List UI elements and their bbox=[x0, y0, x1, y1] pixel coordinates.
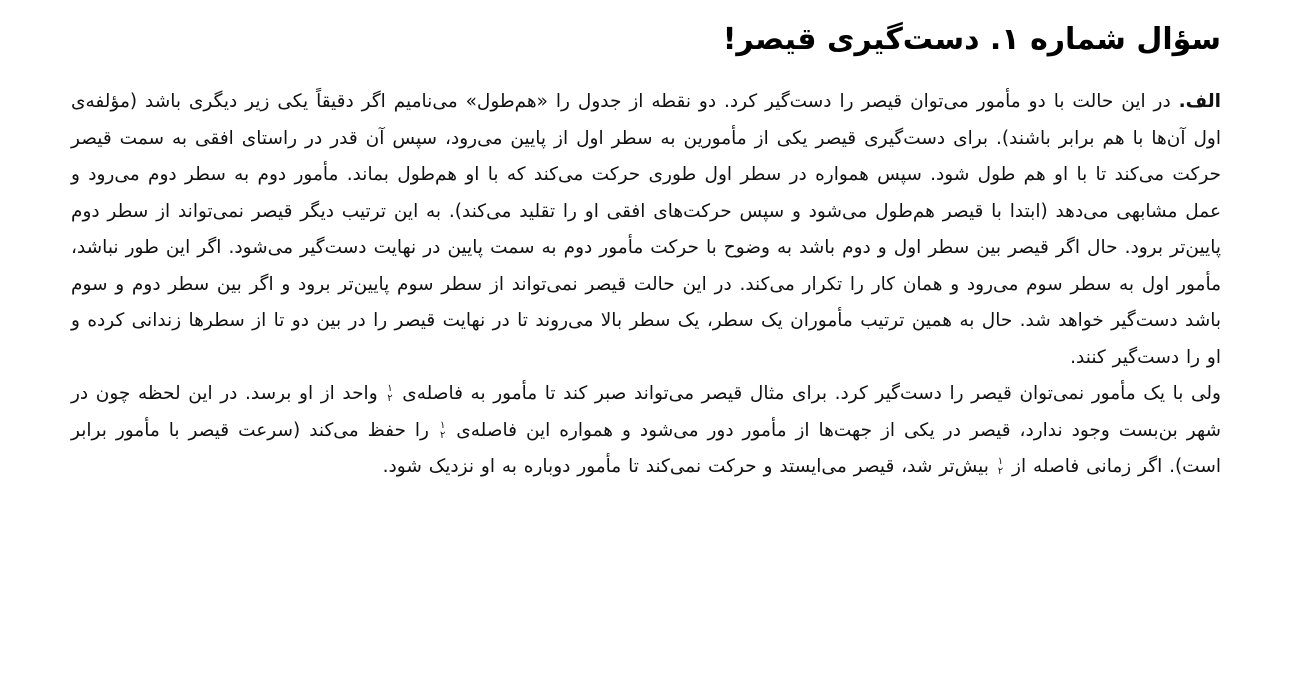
question-heading: سؤال شماره ۱. دست‌گیری قیصر! bbox=[722, 22, 1221, 57]
part-b-paragraph bbox=[71, 376, 1221, 486]
fraction-numerator: ۱ bbox=[439, 419, 446, 431]
fraction-numerator: ۱ bbox=[387, 383, 393, 394]
part-a-label: الف. bbox=[1178, 91, 1221, 112]
fraction-denominator: ۲ bbox=[439, 429, 446, 441]
part-b-text-3: را حفظ می‌کند (سرعت قیصر با مأمور برابر است). اگر زمانی فاصله از bbox=[71, 419, 1221, 477]
fraction-half-3 bbox=[998, 457, 1003, 477]
part-a-text: در این حالت با دو مأمور می‌توان قیصر را دست‌گیر کرد. دو نقطه از جدول را «هم‌طول» می‌نامیم اگر دقیقاً یکی زیر دیگری باشد (مؤلفه‌ی اول آن‌ها با هم برابر باشند). برای دست‌گیری قیصر یکی از مأمورین به سطر اول از پایین می‌رود، سپس آن قدر در راستای افقی به سمت قیصر حرکت می‌کند تا با او هم طول شود. سپس همواره در سطر اول طوری حرکت می‌کند که با او هم‌طول بماند. مأمور دوم به سطر دوم می‌رود و عمل مشابهی می‌دهد (ابتدا با قیصر هم‌طول می‌شود و سپس حرکت‌های افقی او را تقلید می‌کند). به این ترتیب دیگر قیصر نمی‌تواند از سطر دوم پایین‌تر برود. حال اگر قیصر بین سطر اول و دوم باشد به وضوح با حرکت مأمور دوم به سمت پایین در نهایت دست‌گیر می‌شود. اگر این طور نباشد، مأمور اول به سطر سوم می‌رود و همان کار را تکرار می‌کند. در این حالت قیصر نمی‌تواند از سطر سوم پایین‌تر برود و اگر بین سطر دوم و سوم باشد دست‌گیر خواهد شد. حال به همین ترتیب مأموران یک سطر، یک سطر بالا می‌روند تا در نهایت قیصر را در بین دو تا از سطرها زندانی کرده و او را دست‌گیر کنند. bbox=[71, 91, 1221, 368]
fraction-numerator: ۱ bbox=[997, 456, 1004, 467]
part-b-text-2: واحد از او برسد. در این لحظه چون در شهر بن‌بست وجود ندارد، قیصر در یکی از جهت‌ها از مأمور دور می‌شود و همواره این فاصله‌ی bbox=[71, 383, 1221, 441]
fraction-denominator: ۲ bbox=[387, 393, 393, 404]
document-page bbox=[71, 18, 1221, 486]
part-b-text-1: ولی با یک مأمور نمی‌توان قیصر را دست‌گیر کرد. برای مثال قیصر می‌تواند صبر کند تا مأمور به فاصله‌ی bbox=[394, 383, 1221, 404]
fraction-half-1 bbox=[387, 384, 392, 404]
fraction-denominator: ۲ bbox=[997, 466, 1004, 477]
fraction-half-2 bbox=[440, 421, 445, 441]
part-b-text-4: بیش‌تر شد، قیصر می‌ایستد و حرکت نمی‌کند تا مأمور دوباره به او نزدیک شود. bbox=[382, 456, 996, 477]
part-a-paragraph bbox=[71, 84, 1221, 376]
